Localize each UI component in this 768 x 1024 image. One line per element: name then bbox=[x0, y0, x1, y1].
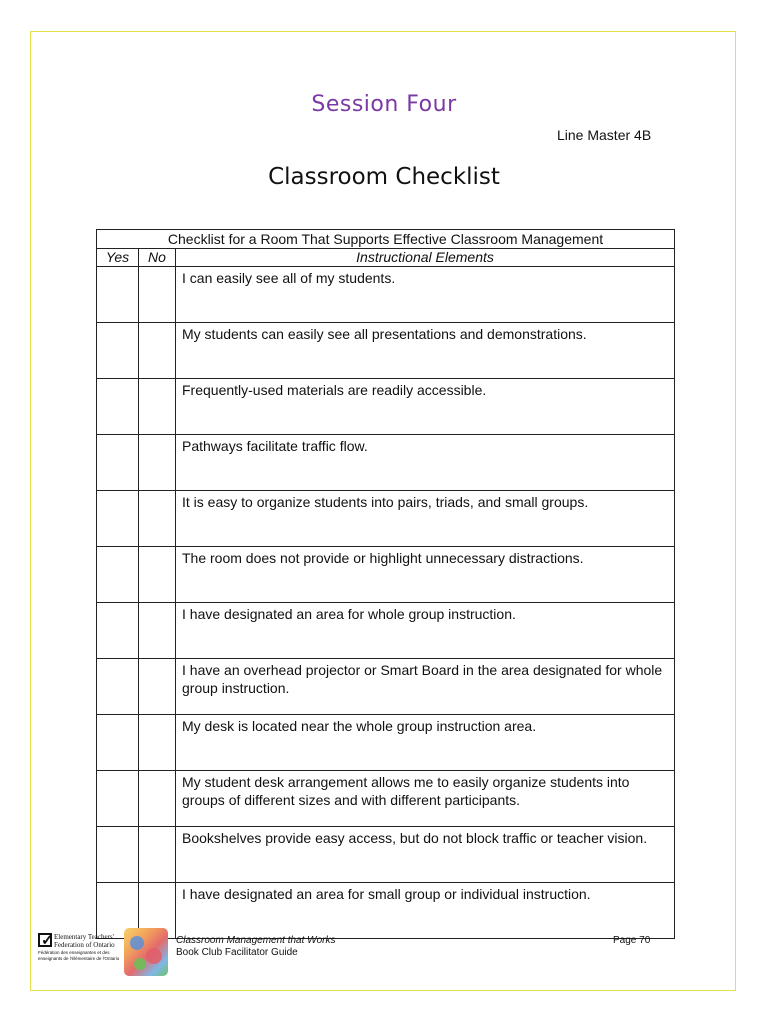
no-checkbox-cell[interactable] bbox=[139, 435, 176, 491]
instructional-element-text: I can easily see all of my students. bbox=[176, 267, 675, 323]
yes-checkbox-cell[interactable] bbox=[97, 379, 139, 435]
column-header-no: No bbox=[139, 249, 176, 267]
instructional-element-text: I have an overhead projector or Smart Board in the area designated for whole group instruction. bbox=[176, 659, 675, 715]
logo-text-line1: Elementary Teachers' bbox=[54, 933, 114, 941]
checklist-table bbox=[96, 229, 675, 939]
instructional-element-text: My desk is located near the whole group instruction area. bbox=[176, 715, 675, 771]
instructional-element-text: It is easy to organize students into pairs, triads, and small groups. bbox=[176, 491, 675, 547]
footer-book-subtitle: Book Club Facilitator Guide bbox=[176, 947, 298, 958]
table-row bbox=[97, 547, 675, 603]
yes-checkbox-cell[interactable] bbox=[97, 491, 139, 547]
no-checkbox-cell[interactable] bbox=[139, 323, 176, 379]
yes-checkbox-cell[interactable] bbox=[97, 435, 139, 491]
logo-text-line3: Fédération des enseignantes et des bbox=[38, 950, 110, 955]
instructional-element-text: My students can easily see all presentations and demonstrations. bbox=[176, 323, 675, 379]
no-checkbox-cell[interactable] bbox=[139, 827, 176, 883]
logo-text-line4: enseignants de l'élémentaire de l'Ontario bbox=[38, 956, 120, 961]
instructional-element-text: Frequently-used materials are readily accessible. bbox=[176, 379, 675, 435]
no-checkbox-cell[interactable] bbox=[139, 491, 176, 547]
table-header-row bbox=[97, 249, 675, 267]
logo-text-line2: Federation of Ontario bbox=[54, 941, 115, 949]
yes-checkbox-cell[interactable] bbox=[97, 659, 139, 715]
no-checkbox-cell[interactable] bbox=[139, 267, 176, 323]
checklist-title: Classroom Checklist bbox=[268, 164, 500, 190]
no-checkbox-cell[interactable] bbox=[139, 771, 176, 827]
table-row bbox=[97, 715, 675, 771]
table-caption: Checklist for a Room That Supports Effective Classroom Management bbox=[97, 230, 675, 249]
no-checkbox-cell[interactable] bbox=[139, 715, 176, 771]
page-number: Page 70 bbox=[613, 935, 651, 946]
no-checkbox-cell[interactable] bbox=[139, 659, 176, 715]
instructional-element-text: Pathways facilitate traffic flow. bbox=[176, 435, 675, 491]
table-row bbox=[97, 827, 675, 883]
instructional-element-text: Bookshelves provide easy access, but do not block traffic or teacher vision. bbox=[176, 827, 675, 883]
table-row bbox=[97, 603, 675, 659]
yes-checkbox-cell[interactable] bbox=[97, 827, 139, 883]
checkmark-box-icon: ✓ bbox=[38, 933, 52, 947]
etfo-logo bbox=[38, 932, 120, 968]
yes-checkbox-cell[interactable] bbox=[97, 715, 139, 771]
yes-checkbox-cell[interactable] bbox=[97, 547, 139, 603]
yes-checkbox-cell[interactable] bbox=[97, 603, 139, 659]
footer-book-title: Classroom Management that Works bbox=[176, 935, 336, 946]
column-header-yes: Yes bbox=[97, 249, 139, 267]
column-header-elements: Instructional Elements bbox=[176, 249, 675, 267]
table-row bbox=[97, 435, 675, 491]
table-row bbox=[97, 883, 675, 939]
table-row bbox=[97, 323, 675, 379]
table-body bbox=[97, 267, 675, 939]
table-row bbox=[97, 267, 675, 323]
instructional-element-text: I have designated an area for whole group instruction. bbox=[176, 603, 675, 659]
yes-checkbox-cell[interactable] bbox=[97, 771, 139, 827]
table-row bbox=[97, 771, 675, 827]
no-checkbox-cell[interactable] bbox=[139, 547, 176, 603]
instructional-element-text: My student desk arrangement allows me to easily organize students into groups of different sizes and with different participants. bbox=[176, 771, 675, 827]
instructional-element-text: The room does not provide or highlight unnecessary distractions. bbox=[176, 547, 675, 603]
no-checkbox-cell[interactable] bbox=[139, 603, 176, 659]
yes-checkbox-cell[interactable] bbox=[97, 267, 139, 323]
line-master-label: Line Master 4B bbox=[557, 127, 652, 143]
session-title: Session Four bbox=[311, 92, 457, 117]
yes-checkbox-cell[interactable] bbox=[97, 323, 139, 379]
table-row bbox=[97, 491, 675, 547]
book-cover-icon bbox=[124, 928, 168, 976]
table-row bbox=[97, 379, 675, 435]
table-row bbox=[97, 659, 675, 715]
no-checkbox-cell[interactable] bbox=[139, 379, 176, 435]
instructional-element-text: I have designated an area for small group or individual instruction. bbox=[176, 883, 675, 939]
table-caption-row bbox=[97, 230, 675, 249]
